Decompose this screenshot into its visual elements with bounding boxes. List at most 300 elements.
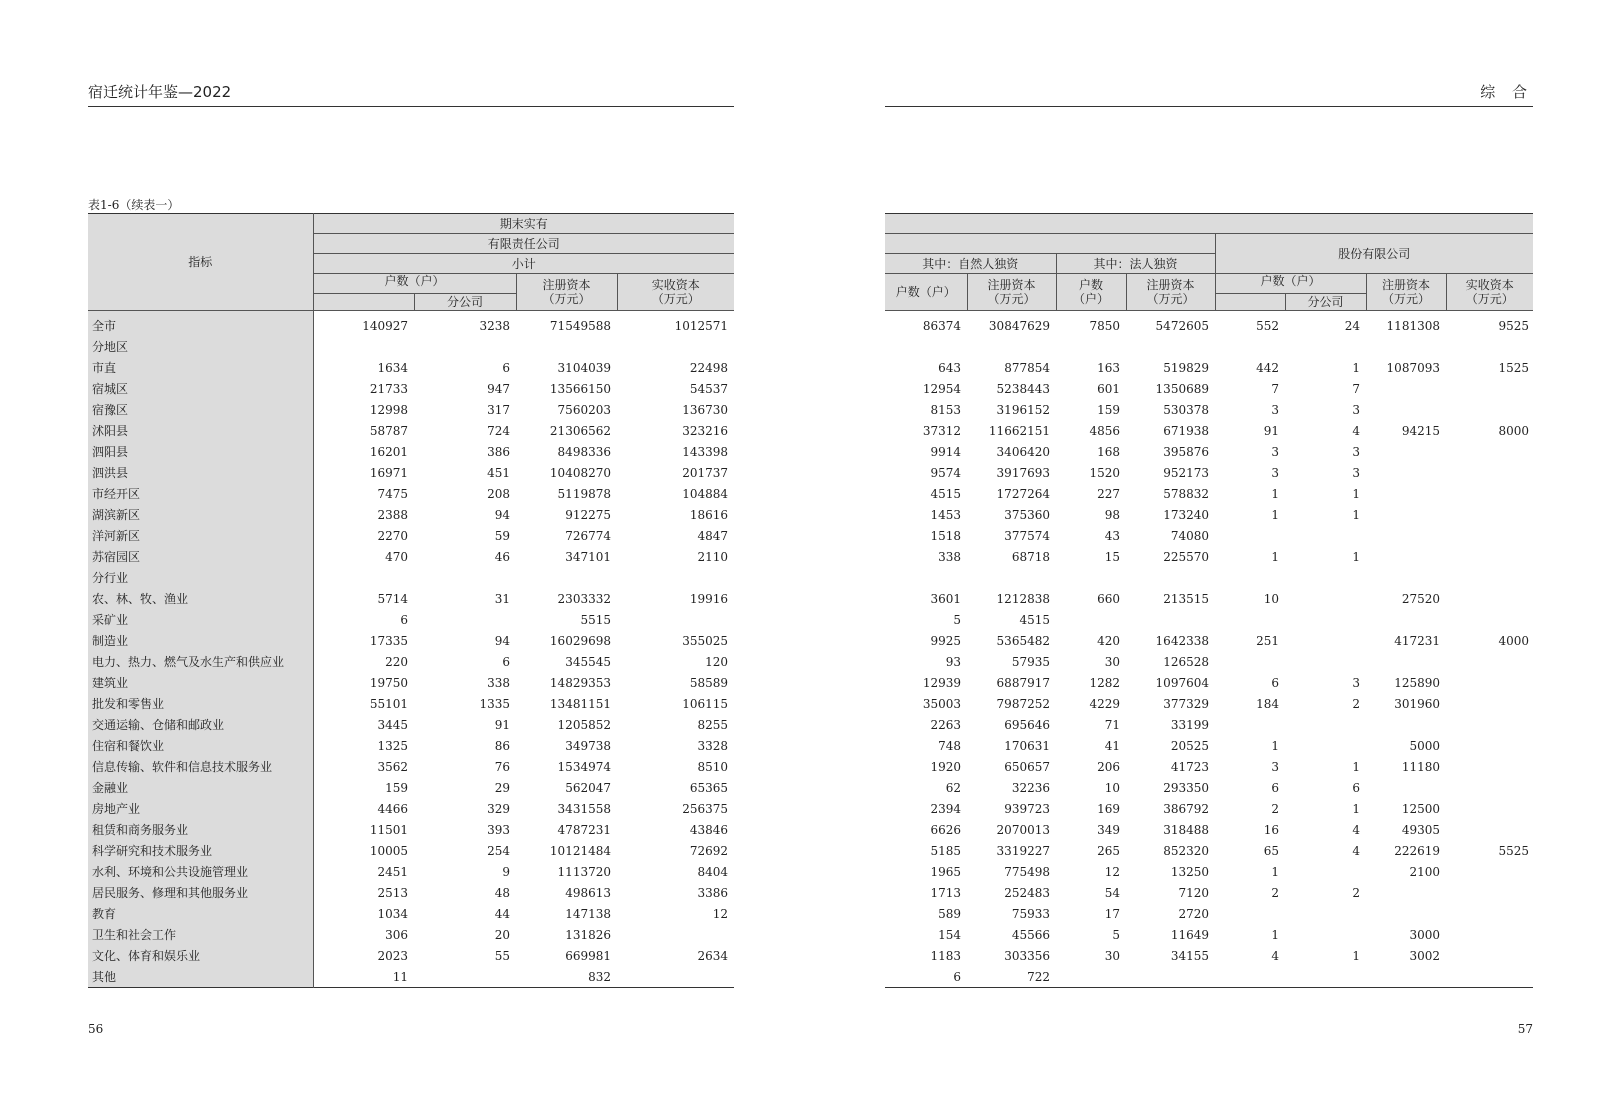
table-cell: 2100 <box>1409 864 1440 879</box>
joint-stock-header: 股份有限公司 <box>1215 234 1533 274</box>
table-cell <box>1366 546 1446 567</box>
table-cell: 1634 <box>377 360 408 375</box>
table-cell <box>967 567 1056 588</box>
table-cell: 10 <box>1263 591 1279 606</box>
row-label: 交通运输、仓储和邮政业 <box>88 714 313 735</box>
table-cell: 562047 <box>565 780 611 795</box>
table-cell: 1 <box>1352 507 1360 522</box>
table-cell: 170631 <box>1004 738 1050 753</box>
table-cell: 775498 <box>1004 864 1050 879</box>
table-cell: 91 <box>494 717 510 732</box>
table-cell: 1518 <box>930 528 961 543</box>
table-cell: 669981 <box>565 948 611 963</box>
table-row <box>885 651 1533 672</box>
table-cell: 131826 <box>565 927 611 942</box>
table-cell: 34155 <box>1170 948 1209 963</box>
row-label: 湖滨新区 <box>88 504 313 525</box>
table-cell: 68718 <box>1011 549 1050 564</box>
table-cell: 65365 <box>689 780 729 795</box>
table-cell <box>1285 903 1366 924</box>
table-cell: 4847 <box>697 528 729 543</box>
table-cell: 32236 <box>1011 780 1050 795</box>
table-cell: 9925 <box>930 633 961 648</box>
table-cell: 173240 <box>1163 507 1209 522</box>
table-cell: 2 <box>1352 885 1360 900</box>
table-cell: 5185 <box>930 843 961 858</box>
table-cell: 94 <box>494 633 510 648</box>
table-cell <box>1366 483 1446 504</box>
table-cell: 13250 <box>1170 864 1209 879</box>
table-row <box>885 672 1533 693</box>
table-cell: 254 <box>487 843 510 858</box>
table-cell <box>1446 882 1533 903</box>
table-cell: 1097604 <box>1155 675 1209 690</box>
table-cell: 650657 <box>1004 759 1050 774</box>
table-cell: 2451 <box>377 864 408 879</box>
table-cell: 206 <box>1097 759 1120 774</box>
reg-capital-header: 注册资本 （万元） <box>516 274 617 311</box>
table-row <box>88 882 734 903</box>
table-cell: 5 <box>953 612 961 627</box>
table-row <box>88 546 734 567</box>
table-cell: 3328 <box>697 738 729 753</box>
left-page-number: 56 <box>88 1022 104 1036</box>
table-cell: 75933 <box>1011 906 1050 921</box>
row-label: 租赁和商务服务业 <box>88 819 313 840</box>
table-row <box>88 525 734 546</box>
table-cell: 20525 <box>1170 738 1209 753</box>
table-cell: 159 <box>1097 402 1120 417</box>
table-cell <box>1126 609 1215 630</box>
row-label: 沭阳县 <box>88 420 313 441</box>
row-label: 科学研究和技术服务业 <box>88 840 313 861</box>
table-cell <box>617 966 734 988</box>
table-row <box>88 504 734 525</box>
table-cell: 349738 <box>565 738 611 753</box>
table-cell: 8404 <box>697 864 729 879</box>
table-cell: 4 <box>1352 843 1360 858</box>
table-row <box>88 861 734 882</box>
table-cell: 303356 <box>1004 948 1050 963</box>
table-row <box>885 462 1533 483</box>
table-cell <box>1446 546 1533 567</box>
table-cell <box>1366 651 1446 672</box>
table-cell: 43846 <box>689 822 729 837</box>
table-cell: 552 <box>1256 318 1279 333</box>
table-cell <box>1215 651 1285 672</box>
table-cell: 71 <box>1104 717 1120 732</box>
table-cell: 8000 <box>1498 423 1529 438</box>
row-label: 农、林、牧、渔业 <box>88 588 313 609</box>
table-cell <box>1446 798 1533 819</box>
table-cell: 301960 <box>1394 696 1440 711</box>
table-cell: 6 <box>1352 780 1360 795</box>
table-cell: 59 <box>494 528 510 543</box>
table-cell: 41 <box>1104 738 1120 753</box>
table-cell: 168 <box>1097 444 1120 459</box>
table-row <box>885 777 1533 798</box>
table-cell: 15 <box>1104 549 1120 564</box>
table-cell: 338 <box>487 675 510 690</box>
table-cell: 143398 <box>682 444 729 459</box>
row-label: 制造业 <box>88 630 313 651</box>
table-cell: 86 <box>494 738 510 753</box>
table-cell: 30 <box>1104 948 1120 963</box>
table-row <box>885 693 1533 714</box>
table-cell: 10408270 <box>549 465 611 480</box>
table-cell <box>1366 882 1446 903</box>
table-cell: 2263 <box>930 717 961 732</box>
table-cell: 13481151 <box>549 696 611 711</box>
table-cell: 3601 <box>930 591 961 606</box>
table-cell: 578832 <box>1163 486 1209 501</box>
table-cell: 519829 <box>1163 360 1209 375</box>
table-row <box>885 945 1533 966</box>
table-row <box>885 609 1533 630</box>
table-cell: 3431558 <box>557 801 611 816</box>
row-label: 房地产业 <box>88 798 313 819</box>
table-row <box>88 672 734 693</box>
table-row <box>885 756 1533 777</box>
table-cell <box>414 966 516 988</box>
table-cell: 12954 <box>922 381 961 396</box>
table-cell: 46 <box>494 549 510 564</box>
table-cell: 5119878 <box>557 486 611 501</box>
households-header: 户数（户） <box>313 274 516 294</box>
table-cell: 1 <box>1271 864 1279 879</box>
table-cell: 1 <box>1271 927 1279 942</box>
table-row <box>885 966 1533 988</box>
table-cell: 11662151 <box>988 423 1050 438</box>
table-cell: 20 <box>494 927 510 942</box>
section-title: 综 合 <box>1480 83 1533 101</box>
table-cell <box>1366 903 1446 924</box>
table-cell: 8498336 <box>557 444 611 459</box>
table-cell <box>885 567 967 588</box>
table-cell <box>1285 525 1366 546</box>
table-cell: 8153 <box>930 402 961 417</box>
table-cell: 58787 <box>369 423 408 438</box>
table-row <box>885 798 1533 819</box>
table-cell: 106115 <box>682 696 729 711</box>
row-label: 教育 <box>88 903 313 924</box>
table-row <box>88 966 734 988</box>
table-cell <box>1366 504 1446 525</box>
table-cell: 11501 <box>369 822 408 837</box>
table-cell: 4000 <box>1498 633 1529 648</box>
table-row <box>88 609 734 630</box>
table-cell: 55 <box>494 948 510 963</box>
table-cell: 213515 <box>1163 591 1209 606</box>
table-row <box>885 420 1533 441</box>
table-cell: 293350 <box>1163 780 1209 795</box>
table-cell <box>1285 714 1366 735</box>
row-label: 全市 <box>88 311 313 337</box>
table-cell: 695646 <box>1004 717 1050 732</box>
table-cell: 355025 <box>682 633 729 648</box>
table-cell <box>313 567 414 588</box>
table-row <box>88 336 734 357</box>
row-label: 居民服务、修理和其他服务业 <box>88 882 313 903</box>
row-label: 市经开区 <box>88 483 313 504</box>
table-cell: 29 <box>494 780 510 795</box>
table-cell <box>1285 966 1366 988</box>
table-row <box>885 311 1533 337</box>
table-cell: 1 <box>1352 360 1360 375</box>
table-cell: 832 <box>588 969 611 984</box>
table-cell: 306 <box>385 927 408 942</box>
table-cell: 184 <box>1256 696 1279 711</box>
table-cell: 169 <box>1097 801 1120 816</box>
table-cell: 2634 <box>697 948 729 963</box>
table-cell: 3 <box>1352 465 1360 480</box>
table-cell: 35003 <box>922 696 961 711</box>
table-cell: 2303332 <box>557 591 611 606</box>
table-cell <box>313 336 414 357</box>
table-cell: 1965 <box>930 864 961 879</box>
row-label: 分地区 <box>88 336 313 357</box>
table-cell: 222619 <box>1394 843 1440 858</box>
table-cell: 939723 <box>1004 801 1050 816</box>
table-cell <box>1446 567 1533 588</box>
table-cell: 1282 <box>1089 675 1120 690</box>
table-row <box>88 903 734 924</box>
table-cell: 3238 <box>479 318 510 333</box>
table-cell <box>1366 966 1446 988</box>
table-cell: 12 <box>1104 864 1120 879</box>
table-row <box>88 756 734 777</box>
table-cell <box>516 567 617 588</box>
table-cell <box>1446 483 1533 504</box>
table-cell: 65 <box>1263 843 1279 858</box>
table-row <box>88 462 734 483</box>
table-cell <box>1446 399 1533 420</box>
period-end-header: 期末实有 <box>313 214 734 234</box>
table-row <box>88 735 734 756</box>
table-cell <box>1366 714 1446 735</box>
lp-households-header: 户数 （户） <box>1056 274 1126 311</box>
table-cell: 4 <box>1352 822 1360 837</box>
left-running-head <box>88 84 734 107</box>
row-label: 分行业 <box>88 567 313 588</box>
table-cell: 2 <box>1271 801 1279 816</box>
np-households-header: 户数（户） <box>885 274 967 311</box>
table-cell: 1525 <box>1498 360 1529 375</box>
table-cell: 11180 <box>1401 759 1440 774</box>
table-cell: 442 <box>1256 360 1279 375</box>
table-row <box>885 546 1533 567</box>
table-cell <box>1285 924 1366 945</box>
natural-person-header: 其中：自然人独资 <box>885 254 1056 274</box>
right-table-body <box>885 311 1533 988</box>
table-cell: 159 <box>385 780 408 795</box>
table-cell: 12998 <box>369 402 408 417</box>
table-row <box>885 714 1533 735</box>
table-row <box>88 798 734 819</box>
table-cell: 256375 <box>682 801 729 816</box>
table-cell: 4515 <box>930 486 961 501</box>
table-cell: 377329 <box>1163 696 1209 711</box>
table-cell: 349 <box>1097 822 1120 837</box>
table-cell: 6 <box>953 969 961 984</box>
table-cell: 125890 <box>1394 675 1440 690</box>
table-cell: 74080 <box>1170 528 1209 543</box>
lp-reg-capital-header: 注册资本 （万元） <box>1126 274 1215 311</box>
table-cell <box>1285 630 1366 651</box>
table-cell: 49305 <box>1401 822 1440 837</box>
table-row <box>885 924 1533 945</box>
table-cell: 11 <box>392 969 408 984</box>
table-cell: 601 <box>1097 381 1120 396</box>
table-cell: 852320 <box>1163 843 1209 858</box>
table-cell: 62 <box>945 780 961 795</box>
table-cell: 1087093 <box>1386 360 1440 375</box>
table-cell <box>1446 924 1533 945</box>
table-row <box>88 777 734 798</box>
table-cell: 201737 <box>682 465 729 480</box>
table-cell: 31 <box>494 591 510 606</box>
table-cell: 1350689 <box>1155 381 1209 396</box>
row-label: 水利、环境和公共设施管理业 <box>88 861 313 882</box>
table-cell: 33199 <box>1170 717 1209 732</box>
table-cell <box>1366 378 1446 399</box>
table-cell <box>1446 504 1533 525</box>
table-row <box>885 525 1533 546</box>
table-cell <box>885 336 967 357</box>
table-cell: 3 <box>1352 675 1360 690</box>
right-page <box>885 0 1533 1099</box>
branch-header: 分公司 <box>414 293 516 310</box>
table-cell: 10005 <box>369 843 408 858</box>
table-row <box>885 336 1533 357</box>
table-cell: 3 <box>1271 759 1279 774</box>
left-table-body <box>88 311 734 988</box>
table-cell <box>414 567 516 588</box>
indicator-header: 指标 <box>88 214 313 311</box>
table-cell: 317 <box>487 402 510 417</box>
row-label: 宿城区 <box>88 378 313 399</box>
table-cell: 5365482 <box>996 633 1050 648</box>
table-cell: 4787231 <box>557 822 611 837</box>
table-cell: 345545 <box>565 654 611 669</box>
table-cell: 208 <box>487 486 510 501</box>
subtotal-header: 小计 <box>313 254 734 274</box>
table-cell: 140927 <box>362 318 408 333</box>
table-cell: 5515 <box>580 612 611 627</box>
table-cell: 3445 <box>377 717 408 732</box>
table-cell: 393 <box>487 822 510 837</box>
table-cell: 4229 <box>1089 696 1120 711</box>
table-cell: 1 <box>1271 549 1279 564</box>
table-cell: 5714 <box>377 591 408 606</box>
table-cell: 3 <box>1271 465 1279 480</box>
table-cell <box>1126 336 1215 357</box>
table-cell <box>1215 336 1285 357</box>
table-cell: 21306562 <box>549 423 611 438</box>
table-cell <box>1285 735 1366 756</box>
table-cell: 2 <box>1271 885 1279 900</box>
table-cell: 19750 <box>369 675 408 690</box>
table-cell: 1113720 <box>557 864 611 879</box>
table-row <box>88 840 734 861</box>
table-cell <box>1446 378 1533 399</box>
table-row <box>88 630 734 651</box>
table-cell: 3 <box>1271 402 1279 417</box>
table-cell: 3406420 <box>996 444 1050 459</box>
table-row <box>885 357 1533 378</box>
table-cell <box>1215 714 1285 735</box>
table-cell: 2110 <box>697 549 729 564</box>
table-cell: 5472605 <box>1155 318 1209 333</box>
table-cell: 1534974 <box>557 759 611 774</box>
table-row <box>88 588 734 609</box>
table-cell: 3917693 <box>996 465 1050 480</box>
table-cell: 9525 <box>1498 318 1529 333</box>
table-cell: 91 <box>1263 423 1279 438</box>
table-cell: 12500 <box>1401 801 1440 816</box>
table-cell: 6 <box>502 654 510 669</box>
table-cell: 3319227 <box>996 843 1050 858</box>
table-cell <box>1285 861 1366 882</box>
table-cell <box>1215 567 1285 588</box>
table-cell: 147138 <box>565 906 611 921</box>
table-cell: 30 <box>1104 654 1120 669</box>
table-cell: 6 <box>502 360 510 375</box>
table-row <box>88 651 734 672</box>
table-cell: 58589 <box>689 675 729 690</box>
table-row <box>885 735 1533 756</box>
row-label: 洋河新区 <box>88 525 313 546</box>
table-cell: 417231 <box>1394 633 1440 648</box>
table-cell: 72692 <box>689 843 729 858</box>
table-cell <box>1215 903 1285 924</box>
table-row <box>885 441 1533 462</box>
table-cell: 1 <box>1271 486 1279 501</box>
table-cell <box>1446 714 1533 735</box>
table-cell: 2388 <box>377 507 408 522</box>
table-row <box>885 378 1533 399</box>
table-cell: 952173 <box>1163 465 1209 480</box>
table-cell: 338 <box>938 549 961 564</box>
table-cell: 16201 <box>369 444 408 459</box>
table-cell: 5238443 <box>996 381 1050 396</box>
table-row <box>88 399 734 420</box>
table-row <box>88 567 734 588</box>
table-cell: 3000 <box>1409 927 1440 942</box>
table-cell: 45566 <box>1011 927 1050 942</box>
table-cell: 7475 <box>377 486 408 501</box>
table-cell: 265 <box>1097 843 1120 858</box>
table-cell: 660 <box>1097 591 1120 606</box>
table-cell: 54 <box>1104 885 1120 900</box>
table-cell: 37312 <box>922 423 961 438</box>
table-cell: 1727264 <box>996 486 1050 501</box>
table-cell: 1 <box>1352 759 1360 774</box>
table-cell: 451 <box>487 465 510 480</box>
table-cell: 1 <box>1352 486 1360 501</box>
row-label: 泗洪县 <box>88 462 313 483</box>
row-label: 建筑业 <box>88 672 313 693</box>
table-cell: 10121484 <box>549 843 611 858</box>
table-cell: 120 <box>705 654 729 669</box>
table-cell: 3 <box>1352 402 1360 417</box>
table-cell <box>1446 945 1533 966</box>
table-cell: 1205852 <box>557 717 611 732</box>
table-cell <box>1446 819 1533 840</box>
table-cell <box>617 924 734 945</box>
table-cell: 17335 <box>369 633 408 648</box>
table-cell: 1713 <box>930 885 961 900</box>
